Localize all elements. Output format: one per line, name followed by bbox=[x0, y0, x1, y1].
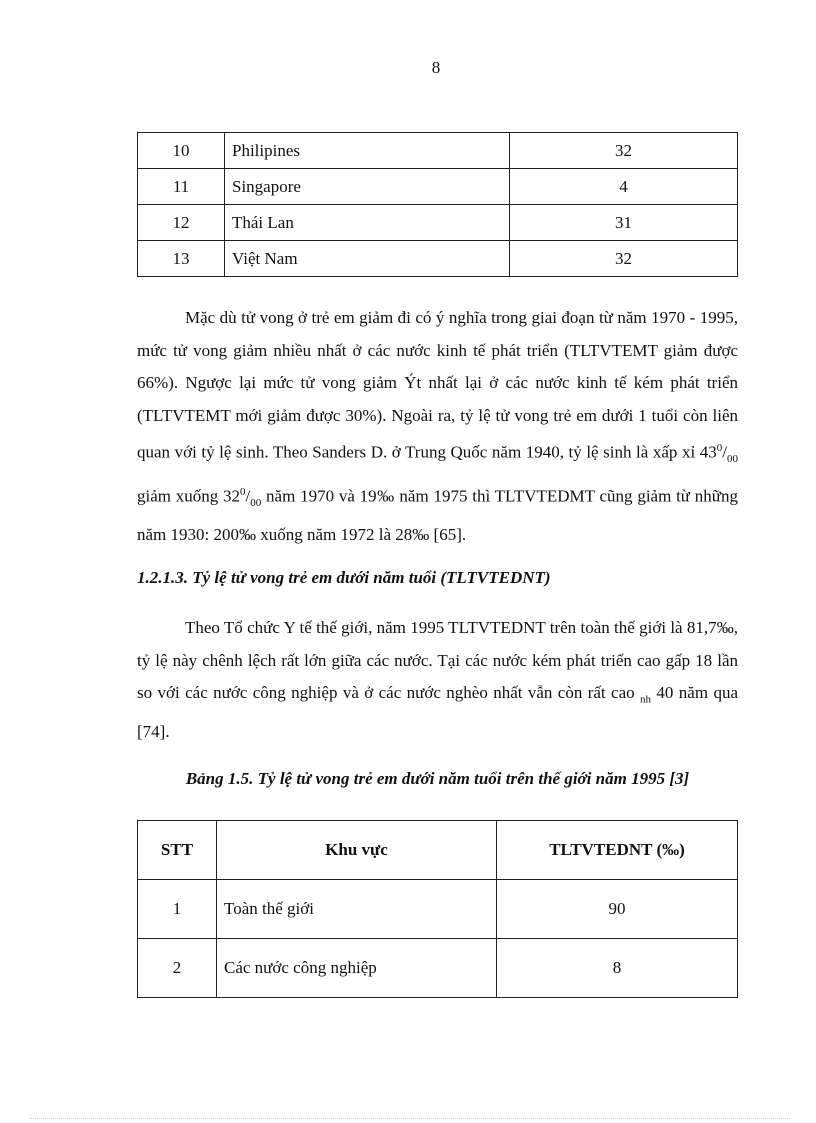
header-value: TLTVTEDNT (‰) bbox=[497, 821, 738, 880]
superscript: 0 bbox=[716, 442, 723, 454]
mortality-table-continued bbox=[137, 132, 738, 277]
stt-cell: 13 bbox=[138, 241, 225, 277]
value-cell: 32 bbox=[510, 241, 738, 277]
value-cell: 32 bbox=[510, 133, 738, 169]
table-row bbox=[138, 133, 738, 169]
section-heading: 1.2.1.3. Tỷ lệ tử vong trẻ em dưới năm tuổi (TLTVTEDNT) bbox=[137, 568, 551, 587]
country-cell: Singapore bbox=[225, 169, 510, 205]
stt-cell: 12 bbox=[138, 205, 225, 241]
stt-cell: 1 bbox=[138, 880, 217, 939]
country-cell: Thái Lan bbox=[225, 205, 510, 241]
subscript: nh bbox=[640, 693, 652, 706]
value-cell: 90 bbox=[497, 880, 738, 939]
subscript: 00 bbox=[727, 453, 738, 466]
value-cell: 4 bbox=[510, 169, 738, 205]
stt-cell: 10 bbox=[138, 133, 225, 169]
paragraph-text: Mặc dù tử vong ở trẻ em giảm đi có ý nghĩa trong giai đoạn từ năm 1970 - 1995, mức tử vong giảm nhiều nhất ở các nước kinh tế phát triển (TLTVTEMT giảm được 66%). Ngược lại mức tử vong giảm Ýt nhất lại ở các nước kinh tế kém phát triển (TLTVTEMT mới giảm được 30%). Ngoài ra, tỷ lệ tử vong trẻ em dưới 1 tuổi còn liên quan với tỷ lệ sinh. Theo Sanders D. ở Trung Quốc năm 1940, tỷ lệ sinh là xấp xỉ 43 bbox=[137, 308, 738, 462]
under-five-mortality-table bbox=[137, 820, 738, 998]
table-caption: Bảng 1.5. Tỷ lệ tử vong trẻ em dưới năm tuổi trên thế giới năm 1995 [3] bbox=[185, 769, 690, 788]
region-cell: Các nước công nghiệp bbox=[217, 939, 497, 998]
page-bottom-dotted-line bbox=[30, 1118, 790, 1119]
value-cell: 8 bbox=[497, 939, 738, 998]
stt-cell: 2 bbox=[138, 939, 217, 998]
subscript: 00 bbox=[250, 496, 262, 509]
table-row bbox=[138, 880, 738, 939]
paragraph-text: Theo Tổ chức Y tế thế giới, năm 1995 TLTVTEDNT trên toàn thế giới là 81,7‰, tỷ lệ này chênh lệch rất lớn giữa các nước. Tại các nước kém phát triển cao gấp 18 lần so với các nước công nghiệp và ở các nước nghèo nhất vẫn còn rất cao bbox=[137, 618, 738, 702]
table-row bbox=[138, 939, 738, 998]
paragraph-text: giảm xuống 32 bbox=[137, 486, 241, 506]
table-row bbox=[138, 169, 738, 205]
country-cell: Việt Nam bbox=[225, 241, 510, 277]
superscript: 0 bbox=[240, 485, 246, 498]
paragraph-text: năm 1970 và 19‰ năm 1975 thì TLTVTEDMT cũng giảm từ những năm 1930: 200‰ xuống năm 1972 là 28‰ [65]. bbox=[137, 486, 738, 545]
stt-cell: 11 bbox=[138, 169, 225, 205]
header-stt: STT bbox=[138, 821, 217, 880]
table-header-row bbox=[138, 821, 738, 880]
page-number: 8 bbox=[431, 58, 441, 77]
slash: / bbox=[722, 442, 727, 462]
value-cell: 31 bbox=[510, 205, 738, 241]
region-cell: Toàn thế giới bbox=[217, 880, 497, 939]
table-row bbox=[138, 241, 738, 277]
header-region: Khu vực bbox=[217, 821, 497, 880]
slash: / bbox=[245, 486, 251, 506]
paragraph-who bbox=[137, 612, 738, 748]
country-cell: Philipines bbox=[225, 133, 510, 169]
paragraph-text: 40 năm qua [74]. bbox=[137, 683, 738, 741]
paragraph-birth-rate bbox=[137, 302, 738, 552]
table-row bbox=[138, 205, 738, 241]
